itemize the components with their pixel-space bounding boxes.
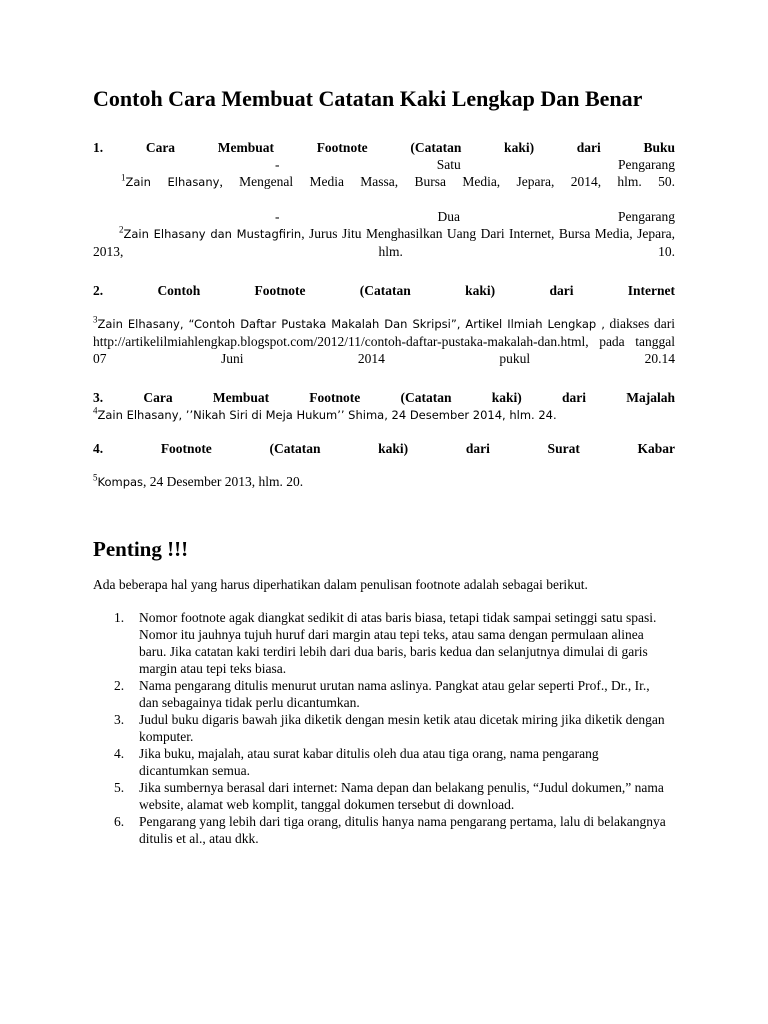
- rule-item: [114, 813, 675, 847]
- rules-list: [93, 609, 675, 847]
- rule-number: 2.: [114, 678, 125, 693]
- rule-text: Nama pengarang ditulis menurut urutan nama aslinya. Pangkat atau gelar seperti Prof., Dr., Ir., dan sebagainya tidak perlu dicantumkan.: [139, 678, 650, 710]
- footnote-text: , Mengenal Media Massa, Bursa Media, Jepara, 2014, hlm. 50.: [219, 174, 675, 189]
- rule-text: Nomor footnote agak diangkat sedikit di atas baris biasa, tetapi tidak sampai setinggi satu spasi. Nomor itu jauhnya tujuh huruf dari margin atau tepi teks, atau sama dengan permulaan alinea baru. Jika catatan kaki terdiri lebih dari dua baris, baris kedua dan selanjutnya dimulai di garis margin atau tepi teks biasa.: [139, 610, 657, 676]
- penting-heading: Penting !!!: [93, 537, 189, 561]
- subheading-satu-pengarang: - Satu Pengarang: [275, 157, 675, 172]
- section-heading-surat-kabar: 4. Footnote (Catatan kaki) dari Surat Kabar: [93, 441, 675, 456]
- rule-number: 4.: [114, 746, 125, 761]
- rule-item: [114, 779, 675, 813]
- footnote-text: Zain Elhasany, ’’Nikah Siri di Meja Hukum’’ Shima, 24 Desember 2014, hlm. 24.: [97, 408, 557, 422]
- footnote-3: [93, 315, 675, 367]
- rule-number: 3.: [114, 712, 125, 727]
- rule-item: [114, 711, 675, 745]
- footnote-author: Kompas: [97, 475, 144, 489]
- rule-text: Pengarang yang lebih dari tiga orang, ditulis hanya nama pengarang pertama, lalu di belakangnya ditulis et al., atau dkk.: [139, 814, 666, 846]
- rule-item: [114, 745, 675, 779]
- rule-item: [114, 677, 675, 711]
- footnote-title: , “Contoh Daftar Pustaka Makalah Dan Skripsi”, Artikel Ilmiah Lengkap ,: [179, 317, 605, 331]
- footnote-5: [93, 473, 675, 491]
- section-heading-majalah: 3. Cara Membuat Footnote (Catatan kaki) dari Majalah: [93, 390, 675, 405]
- rule-text: Jika sumbernya berasal dari internet: Nama depan dan belakang penulis, “Judul dokumen,” nama website, alamat web komplit, tanggal dokumen tersebut di download.: [139, 780, 664, 812]
- footnote-author: Zain Elhasany: [97, 317, 180, 331]
- footnote-author: Zain Elhasany: [125, 175, 220, 189]
- rule-text: Jika buku, majalah, atau surat kabar ditulis oleh dua atau tiga orang, nama pengarang dicantumkan semua.: [139, 746, 599, 778]
- footnote-text: , 24 Desember 2013, hlm. 20.: [143, 474, 304, 489]
- rule-item: [114, 609, 675, 677]
- footnote-number: 5: [93, 472, 98, 483]
- footnote-number: 1: [121, 172, 126, 183]
- footnote-2: [93, 225, 675, 260]
- rule-number: 5.: [114, 780, 125, 795]
- section-heading-buku: 1. Cara Membuat Footnote (Catatan kaki) dari Buku: [93, 140, 675, 155]
- subheading-dua-pengarang: - Dua Pengarang: [275, 209, 675, 224]
- rule-text: Judul buku digaris bawah jika diketik dengan mesin ketik atau dicetak miring jika diketik dengan komputer.: [139, 712, 665, 744]
- penting-intro: Ada beberapa hal yang harus diperhatikan dalam penulisan footnote adalah sebagai berikut.: [93, 577, 588, 592]
- document-page: [93, 84, 675, 847]
- footnote-number: 3: [93, 314, 98, 325]
- section-heading-internet: 2. Contoh Footnote (Catatan kaki) dari Internet: [93, 283, 675, 298]
- footnote-author: Zain Elhasany dan Mustagfirin: [123, 227, 302, 241]
- rule-number: 1.: [114, 610, 125, 625]
- footnote-number: 2: [119, 224, 124, 235]
- footnote-text: , Jurus Jitu Menghasilkan Uang Dari Internet, Bursa Media, Jepara, 2013, hlm. 10.: [93, 226, 675, 259]
- footnote-number: 4: [93, 405, 98, 416]
- footnote-1: [93, 173, 675, 191]
- footnote-4: [93, 406, 675, 424]
- document-title: Contoh Cara Membuat Catatan Kaki Lengkap Dan Benar: [93, 86, 643, 111]
- rule-number: 6.: [114, 814, 125, 829]
- footnote-text: diakses dari http://artikelilmiahlengkap.blogspot.com/2012/11/contoh-daftar-pustaka-makalah-dan.html, pada tanggal 07 Juni 2014 pukul 20.14: [93, 316, 675, 366]
